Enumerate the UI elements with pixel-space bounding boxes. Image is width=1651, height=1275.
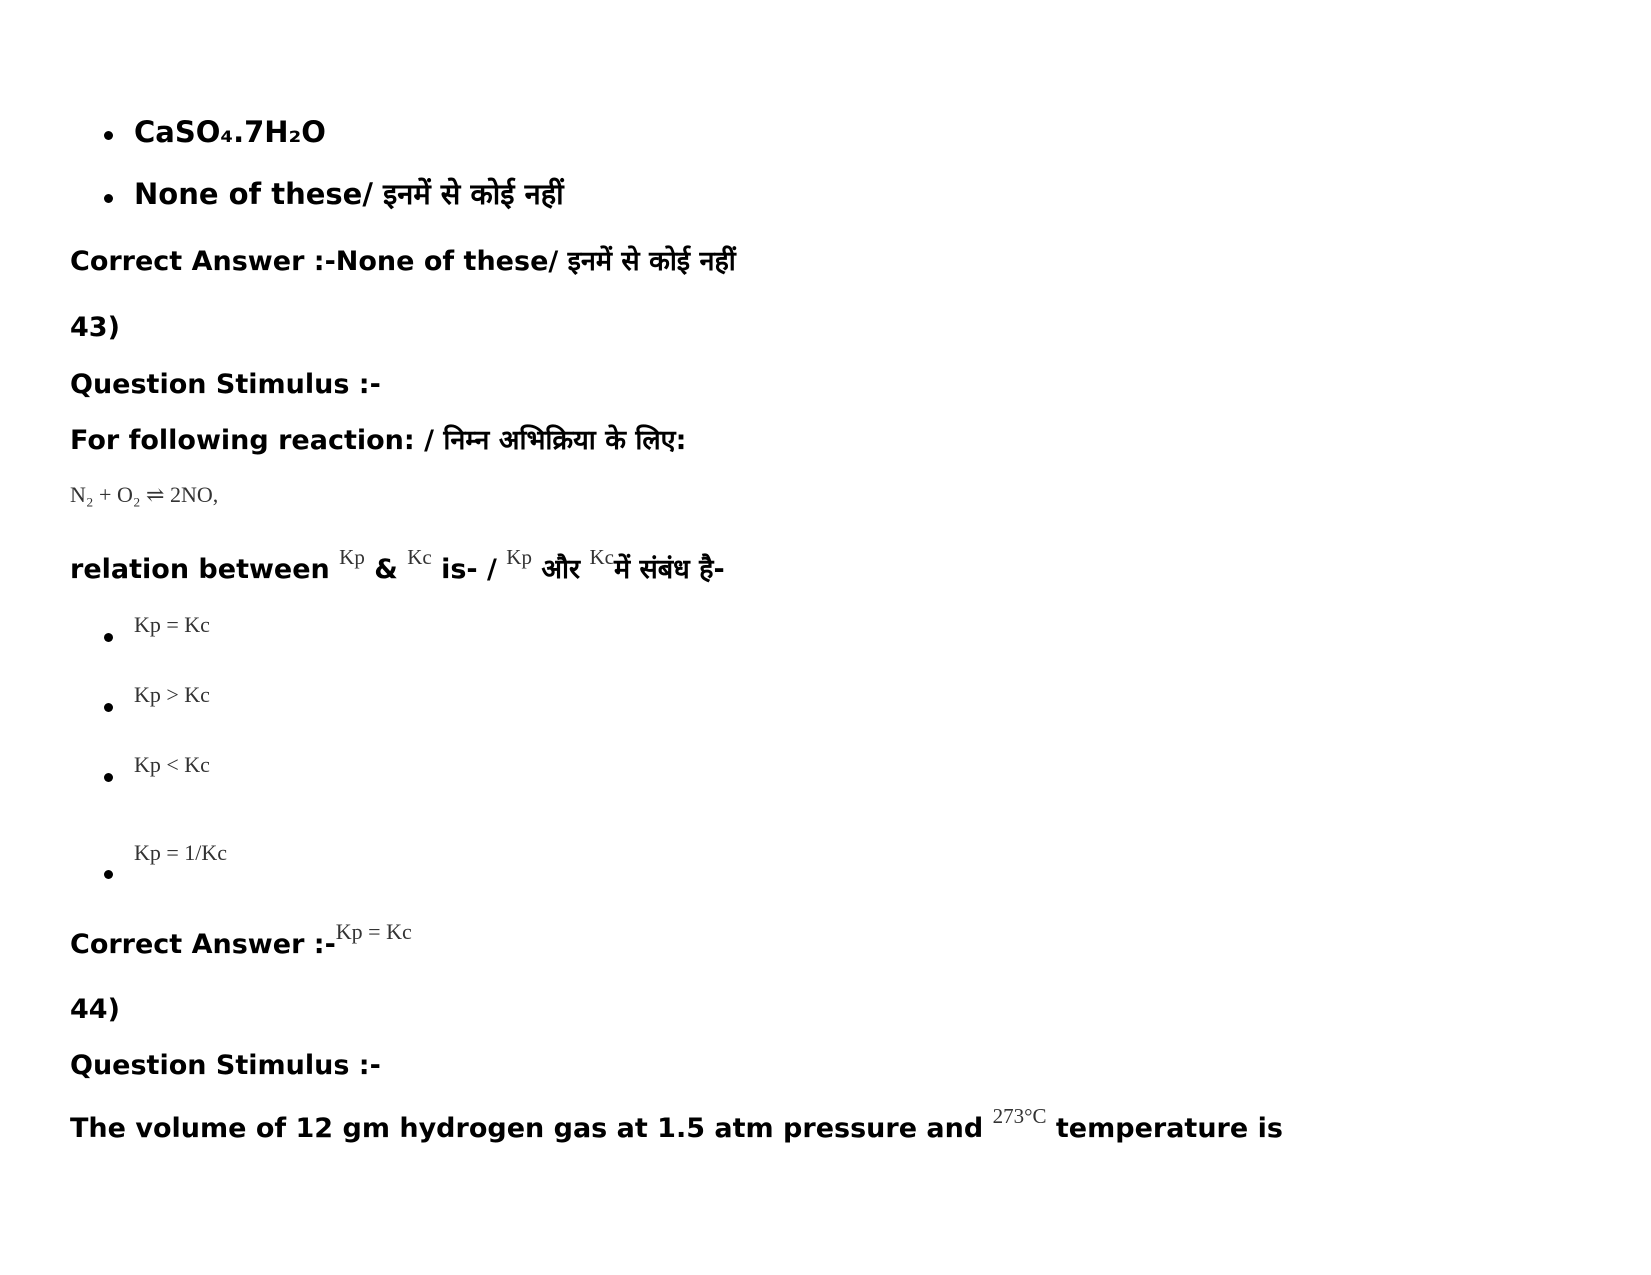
relation-text: is- / (431, 554, 507, 585)
relation-question (70, 545, 725, 585)
bullet (104, 633, 113, 642)
relation-text: & (364, 554, 408, 585)
reaction-equation: N₂ + O₂ ⇌ 2NO, (70, 482, 219, 507)
option-text: CaSO₄.7H₂O (134, 115, 326, 149)
correct-answer-label: Correct Answer :- (70, 246, 336, 277)
option-math: Kp > Kc (134, 682, 210, 707)
bullet (104, 870, 113, 879)
relation-text: relation between (70, 554, 340, 585)
option-math: Kp = 1/Kc (134, 840, 228, 865)
correct-answer-label: Correct Answer :- (70, 929, 336, 960)
question-stimulus-label: Question Stimulus :- (70, 1050, 381, 1081)
kc-symbol: Kc (407, 545, 432, 569)
correct-answer (70, 919, 412, 960)
correct-answer (70, 248, 736, 275)
question-number: 44) (70, 994, 120, 1025)
question-text (70, 1104, 1283, 1144)
kc-symbol: Kc (589, 545, 614, 569)
option-text: None of these/ इनमें से कोई नहीं (134, 177, 564, 211)
kp-symbol: Kp (506, 545, 532, 569)
question-text-part: The volume of 12 gm hydrogen gas at 1.5 atm pressure and (70, 1113, 993, 1144)
relation-text: में संबंध है- (613, 554, 725, 585)
question-text: For following reaction: / निम्न अभिक्रिया के लिए: (70, 425, 687, 456)
bullet (104, 194, 113, 203)
option-math: Kp < Kc (134, 752, 210, 777)
bullet (104, 131, 113, 140)
question-stimulus-label: Question Stimulus :- (70, 369, 381, 400)
question-text-part: temperature is (1046, 1113, 1283, 1144)
relation-text: और (531, 554, 590, 585)
bullet (104, 703, 113, 712)
kp-symbol: Kp (339, 545, 365, 569)
temperature-value: 273°C (992, 1104, 1047, 1128)
correct-answer-value: None of these/ इनमें से कोई नहीं (335, 246, 736, 277)
option-math: Kp = Kc (134, 612, 210, 637)
question-number: 43) (70, 312, 120, 343)
bullet (104, 773, 113, 782)
correct-answer-value: Kp = Kc (335, 919, 412, 944)
